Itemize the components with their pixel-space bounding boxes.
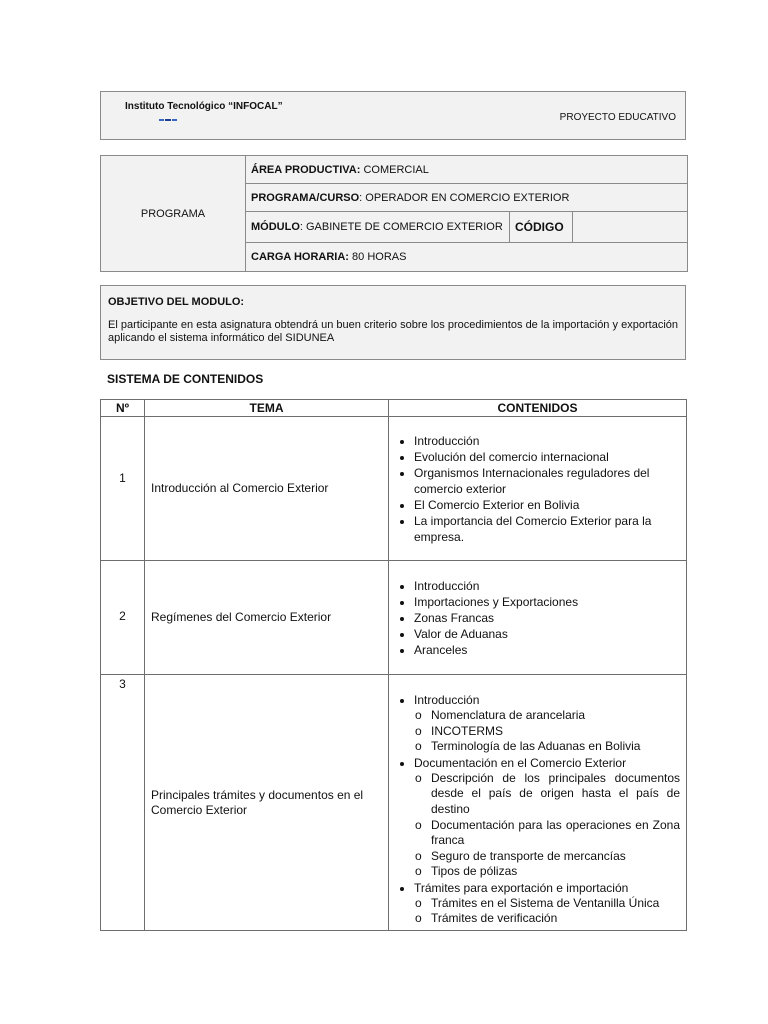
codigo-label-cell (510, 212, 573, 243)
list-item: • La importancia del Comercio Exterior para la empresa. (414, 513, 680, 545)
contents-section-title: SISTEMA DE CONTENIDOS (107, 372, 264, 386)
area-label: ÁREA PRODUCTIVA: (251, 163, 361, 176)
course-value: : OPERADOR EN COMERCIO EXTERIOR (359, 191, 570, 204)
row-number (101, 417, 145, 561)
area-value: COMERCIAL (360, 163, 429, 176)
course-label: PROGRAMA/CURSO (251, 191, 360, 204)
list-item (414, 755, 680, 880)
list-item: • Zonas Francas (414, 610, 680, 626)
sub-list-item: o Trámites en el Sistema de Ventanilla Única (431, 896, 680, 912)
row-contenidos (389, 561, 687, 675)
row-tema: Principales trámites y documentos en el Comercio Exterior (145, 675, 389, 931)
row-number (101, 561, 145, 675)
row-number: 3 (101, 675, 145, 931)
sub-list-item: o Nomenclatura de arancelaria (431, 708, 680, 724)
group-title: Introducción (414, 692, 480, 707)
codigo-value-cell (573, 212, 688, 243)
row-number-text: 1 (119, 470, 126, 485)
sub-list-item: o Tipos de pólizas (431, 864, 680, 880)
hours-label: CARGA HORARIA: (251, 251, 349, 263)
logo-segment (165, 119, 171, 121)
list-item: • Introducción (414, 433, 680, 449)
sub-list-item: o Trámites de verificación (431, 911, 680, 927)
objective-text: El participante en esta asignatura obtendrá un buen criterio sobre los procedimientos de la importación y exportación aplicando el sistema informático del SIDUNEA (108, 319, 678, 344)
header-tema: TEMA (145, 400, 389, 417)
code-label: CÓDIGO (515, 220, 564, 234)
institute-name: Instituto Tecnológico “INFOCAL” (125, 101, 283, 112)
list-item: • Evolución del comercio internacional (414, 449, 680, 465)
table-row (101, 417, 687, 561)
list-item (414, 880, 680, 927)
modulo-cell (246, 212, 510, 243)
hours-value: 80 HORAS (348, 251, 407, 263)
list-item: • Importaciones y Exportaciones (414, 594, 680, 610)
module-label: MÓDULO (251, 220, 300, 233)
row-contenidos (389, 675, 687, 931)
logo-segment (159, 119, 164, 121)
header-box (100, 91, 686, 140)
sub-list-item: o INCOTERMS (431, 724, 680, 740)
sub-list-item: o Descripción de los principales documentos desde el país de origen hasta el país de destino (431, 771, 680, 818)
list-item: • El Comercio Exterior en Bolivia (414, 497, 680, 513)
logo-segment (172, 119, 177, 121)
program-title: PROGRAMA (101, 156, 246, 272)
objective-box (100, 285, 686, 360)
list-item: • Valor de Aduanas (414, 626, 680, 642)
header-num: Nº (101, 400, 145, 417)
row-number-text: 2 (119, 609, 126, 623)
carga-horaria-row (246, 243, 688, 272)
sub-list-item: o Seguro de transporte de mercancías (431, 849, 680, 865)
objective-title: OBJETIVO DEL MODULO: (108, 296, 245, 308)
table-row (101, 675, 687, 931)
group-title: Trámites para exportación e importación (414, 880, 629, 895)
list-item: • Aranceles (414, 642, 680, 658)
group-title: Documentación en el Comercio Exterior (414, 755, 627, 770)
program-info-table (100, 155, 688, 272)
institute-logo (159, 119, 177, 122)
row-tema: Regímenes del Comercio Exterior (145, 561, 389, 675)
header-contenidos: CONTENIDOS (389, 400, 687, 417)
area-productiva-row (246, 156, 688, 184)
module-value: : GABINETE DE COMERCIO EXTERIOR (299, 220, 503, 233)
list-item: • Organismos Internacionales reguladores del comercio exterior (414, 465, 680, 497)
contents-table (100, 399, 687, 931)
list-item (414, 692, 680, 755)
sub-list-item: o Documentación para las operaciones en Zona franca (431, 818, 680, 849)
row-tema: Introducción al Comercio Exterior (145, 417, 389, 561)
sub-list-item: o Terminología de las Aduanas en Bolivia (431, 739, 680, 755)
programa-curso-row (246, 184, 688, 212)
row-contenidos (389, 417, 687, 561)
project-label: PROYECTO EDUCATIVO (559, 112, 676, 123)
table-row (101, 561, 687, 675)
list-item: • Introducción (414, 578, 680, 594)
